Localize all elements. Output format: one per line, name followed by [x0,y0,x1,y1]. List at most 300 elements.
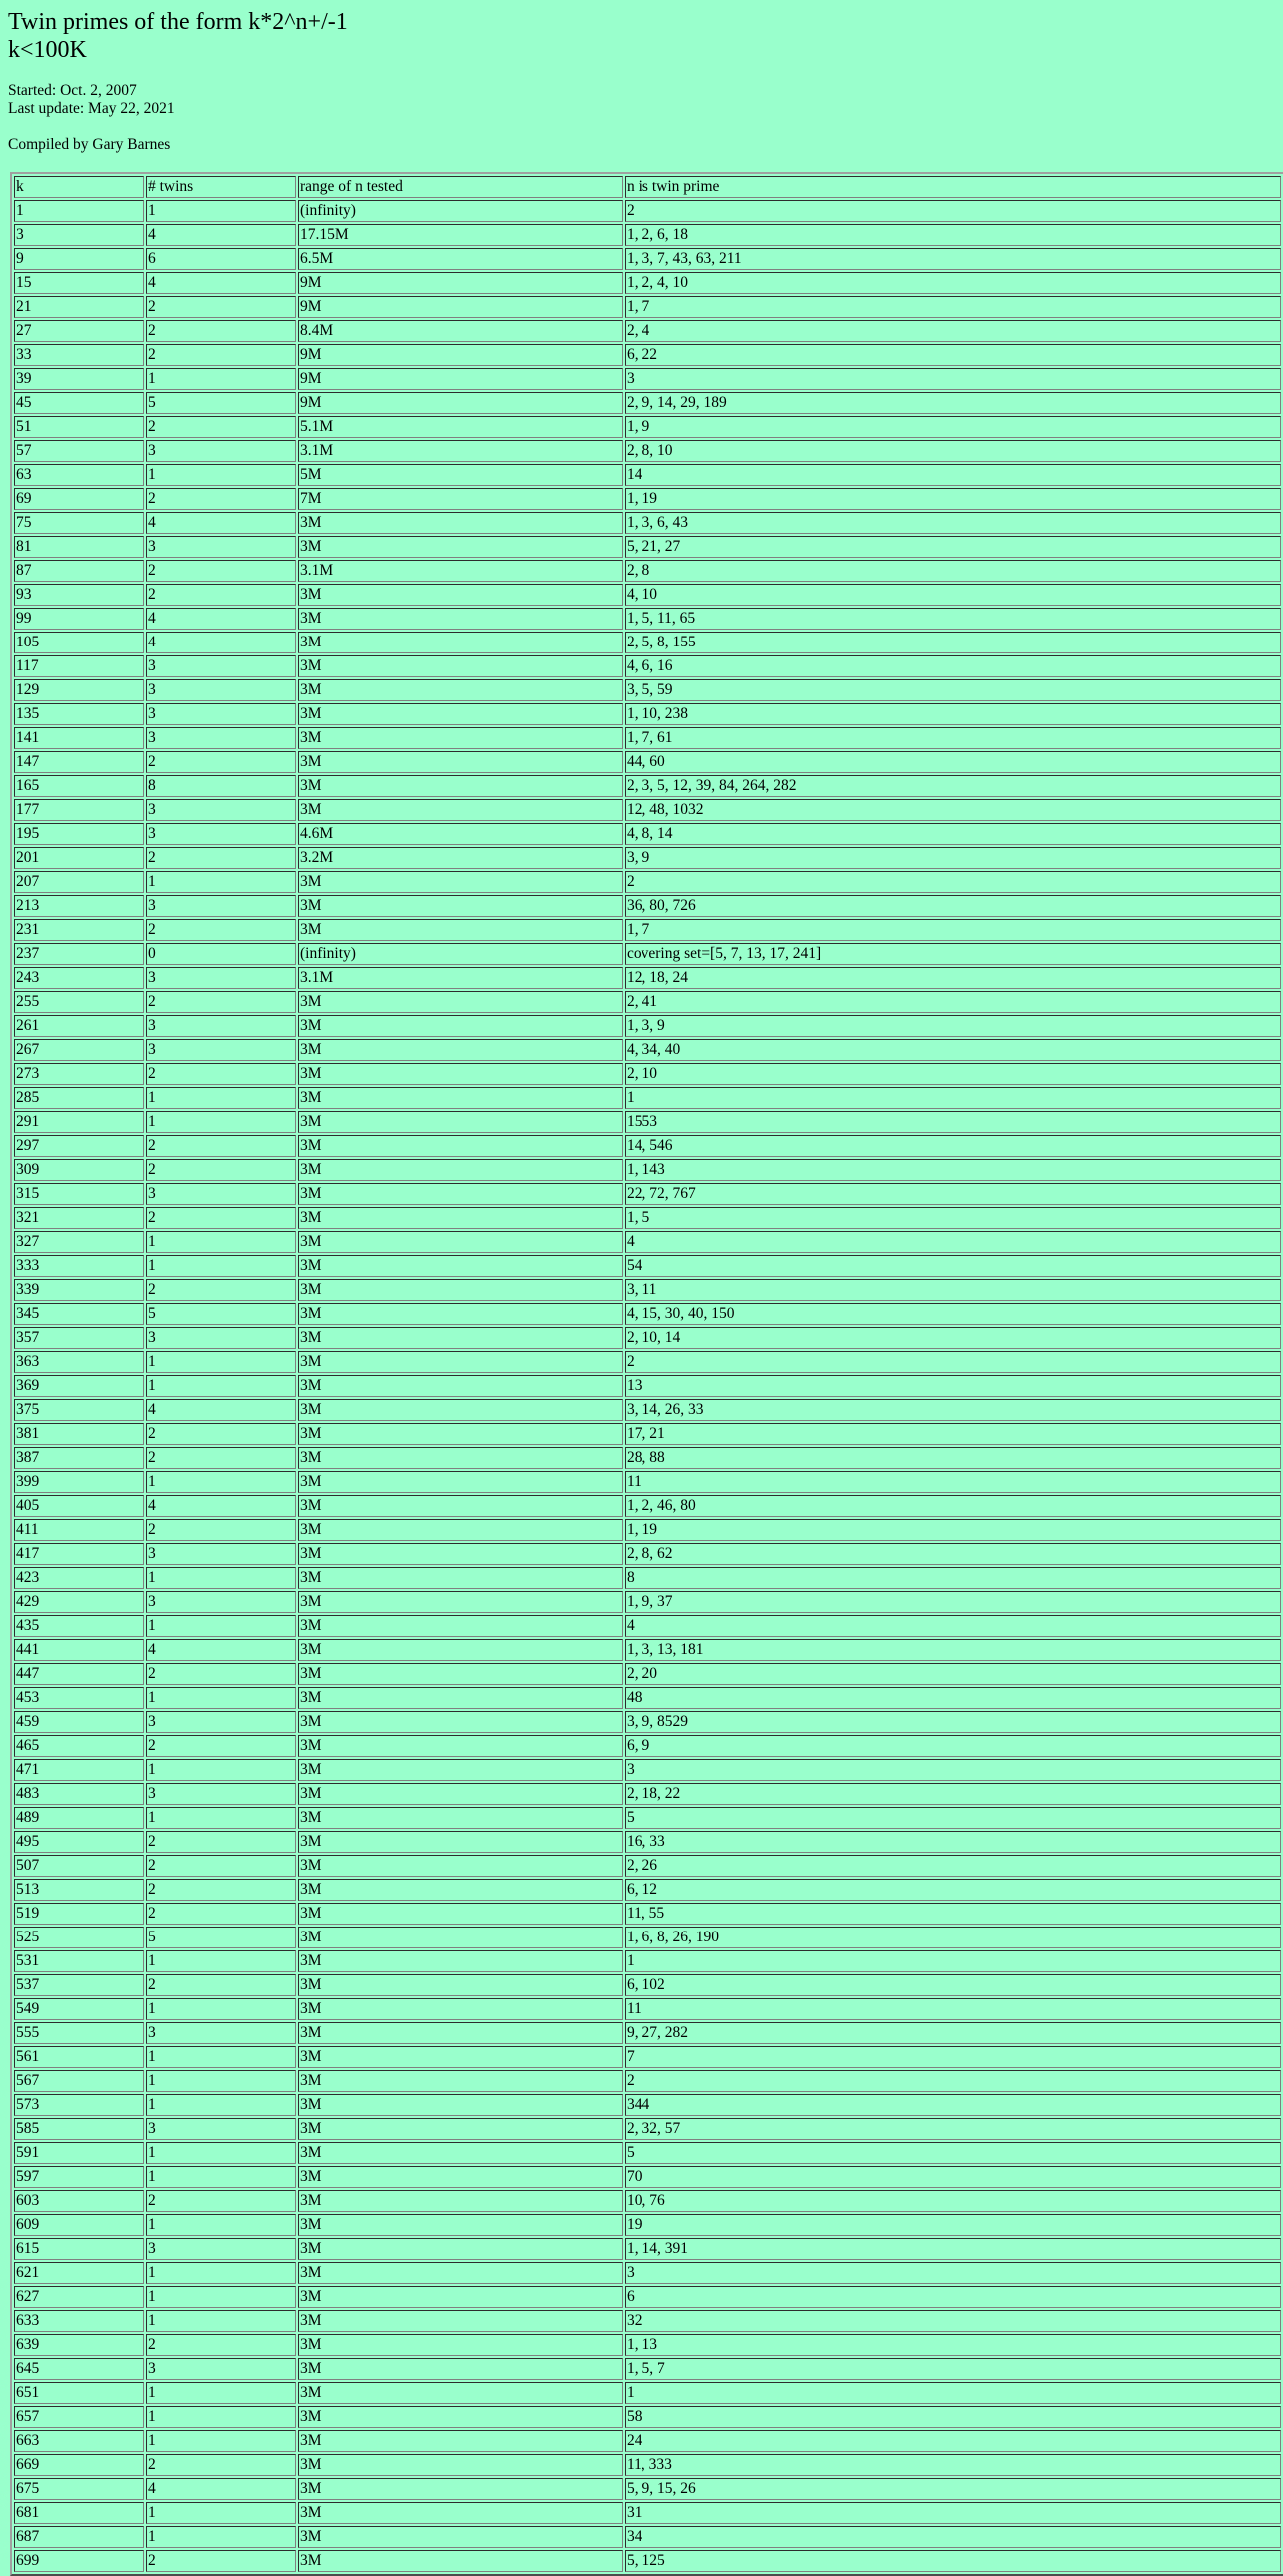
twins-count-cell: 4 [146,632,296,653]
k-cell: 1 [14,200,144,222]
range-tested-cell: 3.1M [298,440,623,462]
table-row [14,1471,1281,1493]
twin-prime-n-cell: 4, 15, 30, 40, 150 [625,1303,1281,1325]
twin-prime-n-cell: 3 [625,2262,1281,2284]
twin-prime-n-cell: 1, 2, 4, 10 [625,272,1281,294]
range-tested-cell: 3M [298,1639,623,1661]
range-tested-cell: 3M [298,727,623,749]
range-tested-cell: 3M [298,1831,623,1853]
twin-prime-n-cell: 1, 7, 61 [625,727,1281,749]
range-tested-cell: 3M [298,1950,623,1972]
twin-prime-n-cell: 5, 9, 15, 26 [625,2478,1281,2500]
k-cell: 615 [14,2238,144,2260]
twin-prime-n-cell: 1, 5 [625,1207,1281,1229]
twins-count-cell: 1 [146,2262,296,2284]
range-tested-cell: 3M [298,1567,623,1589]
table-row [14,608,1281,630]
twin-prime-n-cell: 54 [625,1255,1281,1277]
k-cell: 399 [14,1471,144,1493]
table-row [14,2550,1281,2572]
k-cell: 345 [14,1303,144,1325]
range-tested-cell: 3.1M [298,560,623,582]
twins-count-cell: 2 [146,2454,296,2476]
twin-prime-n-cell: 11, 55 [625,1903,1281,1925]
table-row [14,2502,1281,2524]
twin-prime-n-cell: 4 [625,1615,1281,1637]
table-row [14,2238,1281,2260]
twin-prime-n-cell: 1, 143 [625,1159,1281,1181]
twins-count-cell: 2 [146,584,296,606]
table-header-row [14,176,1281,198]
table-row [14,1063,1281,1085]
table-row [14,2526,1281,2548]
table-row [14,200,1281,222]
range-tested-cell: 3M [298,1615,623,1637]
range-tested-cell: 3M [298,1375,623,1397]
table-row [14,1039,1281,1061]
twin-prime-n-cell: 28, 88 [625,1447,1281,1469]
k-cell: 213 [14,895,144,917]
table-row [14,464,1281,486]
range-tested-cell: 6.5M [298,248,623,270]
k-cell: 297 [14,1135,144,1157]
table-row [14,2022,1281,2044]
range-tested-cell: 3M [298,799,623,821]
k-cell: 375 [14,1399,144,1421]
table-row [14,1399,1281,1421]
twin-prime-n-cell: 1, 10, 238 [625,703,1281,725]
range-tested-cell: 3M [298,1015,623,1037]
range-tested-cell: 3M [298,1087,623,1109]
table-row [14,1735,1281,1757]
twins-count-cell: 1 [146,1998,296,2020]
twin-prime-n-cell: 4, 10 [625,584,1281,606]
twins-count-cell: 2 [146,2550,296,2572]
twin-prime-n-cell: 1, 9 [625,416,1281,438]
range-tested-cell: 5.1M [298,416,623,438]
twin-prime-n-cell: 2, 32, 57 [625,2118,1281,2140]
twins-count-cell: 1 [146,2526,296,2548]
twins-count-cell: 3 [146,536,296,558]
table-row [14,368,1281,390]
range-tested-cell: 3M [298,1927,623,1948]
table-row [14,943,1281,965]
range-tested-cell: 3M [298,1663,623,1685]
table-row [14,2406,1281,2428]
twins-count-cell: 5 [146,1303,296,1325]
table-row [14,536,1281,558]
range-tested-cell: 3M [298,1903,623,1925]
range-tested-cell: 3.1M [298,967,623,989]
table-row [14,2166,1281,2188]
range-tested-cell: 3M [298,2358,623,2380]
k-cell: 483 [14,1783,144,1805]
twins-count-cell: 1 [146,1231,296,1253]
table-row [14,1375,1281,1397]
table-row [14,1927,1281,1948]
k-cell: 669 [14,2454,144,2476]
range-tested-cell: 3M [298,1111,623,1133]
twins-count-cell: 1 [146,1351,296,1373]
range-tested-cell: 3M [298,1711,623,1733]
range-tested-cell: 3M [298,679,623,701]
twin-prime-n-cell: 19 [625,2214,1281,2236]
table-row [14,488,1281,510]
table-row [14,392,1281,414]
range-tested-cell: 3M [298,2214,623,2236]
twins-count-cell: 1 [146,1759,296,1781]
k-cell: 369 [14,1375,144,1397]
k-cell: 549 [14,1998,144,2020]
twins-count-cell: 1 [146,2046,296,2068]
table-row [14,2286,1281,2308]
twin-prime-n-cell: 12, 48, 1032 [625,799,1281,821]
twin-prime-n-cell: 6 [625,2286,1281,2308]
twins-count-cell: 1 [146,464,296,486]
twins-count-cell: 1 [146,1687,296,1709]
twins-count-cell: 8 [146,775,296,797]
twins-count-cell: 4 [146,512,296,534]
range-tested-cell: 3M [298,1855,623,1877]
table-row [14,2334,1281,2356]
compiled-by: Compiled by Gary Barnes [8,136,171,153]
twins-count-cell: 2 [146,1974,296,1996]
table-row [14,1423,1281,1445]
k-cell: 273 [14,1063,144,1085]
twin-prime-n-cell: 1553 [625,1111,1281,1133]
twins-count-cell: 2 [146,751,296,773]
table-row [14,1687,1281,1709]
k-cell: 405 [14,1495,144,1517]
twins-count-cell: 1 [146,2070,296,2092]
twin-prime-n-cell: 1, 3, 9 [625,1015,1281,1037]
twin-prime-n-cell: 34 [625,2526,1281,2548]
range-tested-cell: 3M [298,2550,623,2572]
column-header: # twins [146,176,296,198]
k-cell: 237 [14,943,144,965]
twins-count-cell: 3 [146,1327,296,1349]
k-cell: 627 [14,2286,144,2308]
k-cell: 81 [14,536,144,558]
k-cell: 609 [14,2214,144,2236]
twins-count-cell: 2 [146,919,296,941]
range-tested-cell: 3.2M [298,847,623,869]
range-tested-cell: 9M [298,344,623,366]
table-row [14,560,1281,582]
range-tested-cell: 3M [298,2526,623,2548]
table-row [14,2046,1281,2068]
twins-count-cell: 2 [146,1855,296,1877]
range-tested-cell: 3M [298,536,623,558]
twins-count-cell: 0 [146,943,296,965]
table-row [14,967,1281,989]
table-row [14,1207,1281,1229]
twins-count-cell: 1 [146,1615,296,1637]
twin-prime-n-cell: 10, 76 [625,2190,1281,2212]
twin-prime-n-cell: 1, 14, 391 [625,2238,1281,2260]
range-tested-cell: 5M [298,464,623,486]
k-cell: 9 [14,248,144,270]
twins-count-cell: 3 [146,2022,296,2044]
range-tested-cell: 3M [298,895,623,917]
twin-prime-n-cell: 11, 333 [625,2454,1281,2476]
table-row [14,1447,1281,1469]
k-cell: 651 [14,2382,144,2404]
twin-prime-n-cell: 44, 60 [625,751,1281,773]
twins-count-cell: 3 [146,823,296,845]
k-cell: 423 [14,1567,144,1589]
range-tested-cell: 3M [298,2430,623,2452]
twin-prime-n-cell: 2 [625,871,1281,893]
k-cell: 135 [14,703,144,725]
range-tested-cell: 9M [298,272,623,294]
k-cell: 321 [14,1207,144,1229]
table-row [14,1783,1281,1805]
twin-prime-n-cell: 1, 5, 7 [625,2358,1281,2380]
range-tested-cell: 3M [298,1399,623,1421]
twins-count-cell: 3 [146,1039,296,1061]
table-row [14,1807,1281,1829]
k-cell: 441 [14,1639,144,1661]
range-tested-cell: 8.4M [298,320,623,342]
table-row [14,703,1281,725]
twins-count-cell: 4 [146,1639,296,1661]
range-tested-cell: 3M [298,1039,623,1061]
k-cell: 681 [14,2502,144,2524]
twin-prime-n-cell: 2 [625,200,1281,222]
twins-count-cell: 2 [146,320,296,342]
table-row [14,991,1281,1013]
twins-count-cell: 1 [146,2310,296,2332]
k-cell: 555 [14,2022,144,2044]
table-row [14,1519,1281,1541]
range-tested-cell: 3M [298,2238,623,2260]
k-cell: 357 [14,1327,144,1349]
k-cell: 699 [14,2550,144,2572]
range-tested-cell: 3M [298,2478,623,2500]
table-row [14,2142,1281,2164]
twin-prime-n-cell: 6, 9 [625,1735,1281,1757]
twins-count-cell: 1 [146,871,296,893]
table-row [14,440,1281,462]
range-tested-cell: 7M [298,488,623,510]
range-tested-cell: 3M [298,2046,623,2068]
table-row [14,679,1281,701]
twin-prime-n-cell: 3, 11 [625,1279,1281,1301]
twins-count-cell: 4 [146,1495,296,1517]
twins-count-cell: 2 [146,847,296,869]
twins-count-cell: 2 [146,2334,296,2356]
range-tested-cell: 3M [298,2502,623,2524]
range-tested-cell: 3M [298,1759,623,1781]
twins-count-cell: 3 [146,727,296,749]
range-tested-cell: 3M [298,1159,623,1181]
range-tested-cell: 3M [298,2022,623,2044]
twin-prime-n-cell: 6, 102 [625,1974,1281,1996]
k-cell: 591 [14,2142,144,2164]
twins-count-cell: 2 [146,1447,296,1469]
k-cell: 93 [14,584,144,606]
twin-prime-n-cell: 2 [625,2070,1281,2092]
date-info [8,82,1275,118]
twins-count-cell: 3 [146,2118,296,2140]
table-row [14,1303,1281,1325]
twins-count-cell: 6 [146,248,296,270]
twin-prime-n-cell: 2, 9, 14, 29, 189 [625,392,1281,414]
twins-count-cell: 1 [146,2382,296,2404]
twins-count-cell: 2 [146,488,296,510]
twin-prime-n-cell: 1, 6, 8, 26, 190 [625,1927,1281,1948]
twin-prime-n-cell: 1, 2, 6, 18 [625,224,1281,246]
range-tested-cell: 3M [298,2070,623,2092]
table-row [14,1495,1281,1517]
twins-count-cell: 1 [146,1950,296,1972]
table-row [14,1279,1281,1301]
twins-count-cell: 3 [146,1015,296,1037]
twin-prime-n-cell: 3, 5, 59 [625,679,1281,701]
range-tested-cell: 3M [298,2454,623,2476]
twins-count-cell: 3 [146,967,296,989]
range-tested-cell: 3M [298,1183,623,1205]
k-cell: 333 [14,1255,144,1277]
twin-prime-n-cell: 22, 72, 767 [625,1183,1281,1205]
twins-count-cell: 4 [146,272,296,294]
twins-count-cell: 3 [146,1543,296,1565]
k-cell: 243 [14,967,144,989]
table-row [14,1615,1281,1637]
range-tested-cell: 3M [298,1998,623,2020]
range-tested-cell: 3M [298,2262,623,2284]
twins-count-cell: 1 [146,2094,296,2116]
k-cell: 267 [14,1039,144,1061]
k-cell: 165 [14,775,144,797]
twins-count-cell: 1 [146,2430,296,2452]
twins-count-cell: 5 [146,1927,296,1948]
table-row [14,1950,1281,1972]
table-row [14,344,1281,366]
twins-count-cell: 1 [146,2502,296,2524]
twin-prime-n-cell: 2, 41 [625,991,1281,1013]
k-cell: 105 [14,632,144,653]
twins-count-cell: 3 [146,679,296,701]
twin-prime-n-cell: 1, 3, 7, 43, 63, 211 [625,248,1281,270]
table-row [14,1015,1281,1037]
range-tested-cell: 3M [298,1351,623,1373]
twin-prime-n-cell: 2, 18, 22 [625,1783,1281,1805]
k-cell: 63 [14,464,144,486]
table-row [14,1855,1281,1877]
table-row [14,1543,1281,1565]
k-cell: 411 [14,1519,144,1541]
twins-count-cell: 2 [146,1207,296,1229]
twin-prime-n-cell: 48 [625,1687,1281,1709]
range-tested-cell: 3M [298,775,623,797]
k-cell: 537 [14,1974,144,1996]
twin-prime-n-cell: 2, 4 [625,320,1281,342]
k-cell: 285 [14,1087,144,1109]
table-row [14,1231,1281,1253]
range-tested-cell: 3M [298,2094,623,2116]
range-tested-cell: 3M [298,1519,623,1541]
table-row [14,1183,1281,1205]
k-cell: 495 [14,1831,144,1853]
range-tested-cell: 3M [298,1327,623,1349]
twins-count-cell: 1 [146,1375,296,1397]
k-cell: 309 [14,1159,144,1181]
table-row [14,296,1281,318]
twins-count-cell: 3 [146,799,296,821]
twins-count-cell: 3 [146,1783,296,1805]
twins-count-cell: 3 [146,703,296,725]
twins-count-cell: 3 [146,1183,296,1205]
table-row [14,847,1281,869]
range-tested-cell: 3M [298,2142,623,2164]
range-tested-cell: 3M [298,2334,623,2356]
k-cell: 339 [14,1279,144,1301]
table-row [14,919,1281,941]
twin-prime-n-cell: 3 [625,368,1281,390]
last-update-date: Last update: May 22, 2021 [8,100,175,117]
k-cell: 633 [14,2310,144,2332]
twin-prime-n-cell: 17, 21 [625,1423,1281,1445]
twin-prime-n-cell: 2, 20 [625,1663,1281,1685]
table-row [14,2214,1281,2236]
range-tested-cell: 3M [298,1303,623,1325]
k-cell: 639 [14,2334,144,2356]
twin-prime-n-cell: 2, 10 [625,1063,1281,1085]
twin-prime-n-cell: 1, 19 [625,1519,1281,1541]
table-row [14,2382,1281,2404]
range-tested-cell: 3M [298,1974,623,1996]
table-row [14,1255,1281,1277]
range-tested-cell: 3M [298,2310,623,2332]
page-title [8,8,1275,64]
range-tested-cell: 3M [298,2382,623,2404]
twin-prime-n-cell: 5, 125 [625,2550,1281,2572]
twins-count-cell: 2 [146,1063,296,1085]
table-row [14,895,1281,917]
k-cell: 57 [14,440,144,462]
twin-prime-n-cell: 1, 5, 11, 65 [625,608,1281,630]
range-tested-cell: 3M [298,1591,623,1613]
range-tested-cell: 3M [298,1687,623,1709]
table-row [14,2454,1281,2476]
twins-count-cell: 1 [146,2406,296,2428]
twins-count-cell: 2 [146,296,296,318]
twin-prime-n-cell: 2, 3, 5, 12, 39, 84, 264, 282 [625,775,1281,797]
twins-count-cell: 2 [146,1423,296,1445]
table-row [14,248,1281,270]
k-cell: 519 [14,1903,144,1925]
twin-prime-n-cell: 1 [625,2382,1281,2404]
twin-prime-n-cell: 2, 5, 8, 155 [625,632,1281,653]
range-tested-cell: 3M [298,1495,623,1517]
range-tested-cell: (infinity) [298,943,623,965]
table-row [14,1567,1281,1589]
twins-count-cell: 2 [146,416,296,438]
title-line: Twin primes of the form k*2^n+/-1 [8,9,348,35]
range-tested-cell: 9M [298,368,623,390]
range-tested-cell: 3M [298,1543,623,1565]
k-cell: 3 [14,224,144,246]
k-cell: 687 [14,2526,144,2548]
started-date: Started: Oct. 2, 2007 [8,82,137,99]
table-row [14,2190,1281,2212]
twins-count-cell: 5 [146,392,296,414]
k-cell: 561 [14,2046,144,2068]
table-row [14,1663,1281,1685]
range-tested-cell: 3M [298,1471,623,1493]
